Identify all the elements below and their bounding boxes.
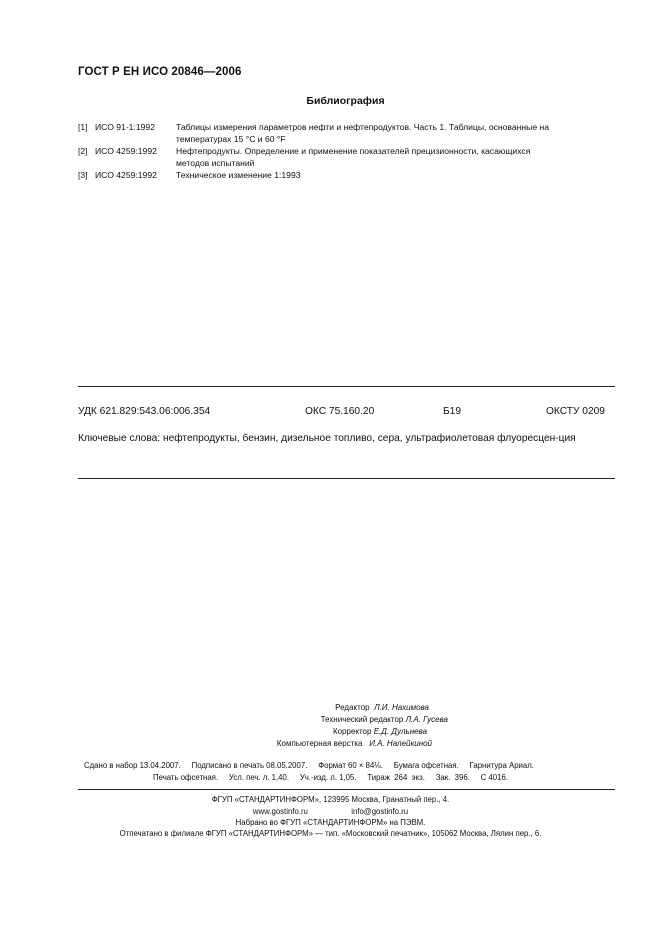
publisher-line-3: Набрано во ФГУП «СТАНДАРТИНФОРМ» на ПЭВМ. <box>235 818 426 827</box>
entry-text: Таблицы измерения параметров нефти и нефтепродуктов. Часть 1. Таблицы, основанные на <box>176 122 550 132</box>
print-info-line-2: Печать офсетная. Усл. печ. л. 1,40. Уч.-изд. л. 1,05. Тираж 264 экз. Зак. 396. С 4016. <box>153 773 508 782</box>
entry-number: [3] <box>78 170 88 180</box>
credit-name: Л.А. Гусева <box>405 715 448 724</box>
entry-code: ИСО 91-1:1992 <box>95 122 155 132</box>
credit-name: И.А. Налейкиной <box>369 739 432 748</box>
credit-role: Корректор <box>332 727 372 736</box>
entry-text-cont: температурах 15 °С и 60 °F <box>176 134 286 144</box>
credit-role: Редактор <box>335 703 370 712</box>
entry-number: [2] <box>78 146 88 156</box>
document-header: ГОСТ Р ЕН ИСО 20846—2006 <box>78 66 242 78</box>
credit-layout <box>277 739 432 748</box>
entry-code: ИСО 4259:1992 <box>95 146 157 156</box>
publisher-contacts: www.gostinfo.ru info@gostinfo.ru <box>252 807 409 816</box>
entry-code: ИСО 4259:1992 <box>95 170 157 180</box>
entry-text: Нефтепродукты. Определение и применение показателей прецизионности, касающихся <box>176 146 531 156</box>
group-code: Б19 <box>443 406 462 417</box>
publisher-line-4: Отпечатано в филиале ФГУП «СТАНДАРТИНФОРМ» — тип. «Московский печатник», 105062 Москва, Лялин пер., 6. <box>119 829 542 838</box>
divider-print <box>78 789 615 790</box>
entry-number: [1] <box>78 122 88 132</box>
bibliography-title: Библиография <box>306 95 385 107</box>
credit-name: Л.И. Нахимова <box>374 703 429 712</box>
keywords: Ключевые слова: нефтепродукты, бензин, дизельное топливо, сера, ультрафиолетовая флуоресцен-ция <box>78 433 576 444</box>
credit-proofreader <box>333 727 427 736</box>
udk-code: УДК 621.829:543.06:006.354 <box>78 406 211 417</box>
okstu-code: ОКСТУ 0209 <box>546 406 605 417</box>
divider-bottom <box>78 478 615 479</box>
entry-text-cont: методов испытаний <box>176 158 255 168</box>
credit-tech-editor <box>321 715 448 724</box>
publisher-line-1: ФГУП «СТАНДАРТИНФОРМ», 123995 Москва, Гранатный пер., 4. <box>211 795 450 804</box>
credit-role: Компьютерная верстка <box>276 739 363 748</box>
entry-text: Техническое изменение 1:1993 <box>176 170 301 180</box>
oks-code: ОКС 75.160.20 <box>305 406 375 417</box>
credit-editor <box>335 703 429 712</box>
credit-name: Е.Д. Дульнева <box>373 727 427 736</box>
divider-top <box>78 386 615 387</box>
print-info-line-1: Сдано в набор 13.04.2007. Подписано в печать 08.05.2007. Формат 60 × 84⅛. Бумага офсетная. Гарнитура Ариал. <box>84 761 534 770</box>
credit-role: Технический редактор <box>320 715 404 724</box>
